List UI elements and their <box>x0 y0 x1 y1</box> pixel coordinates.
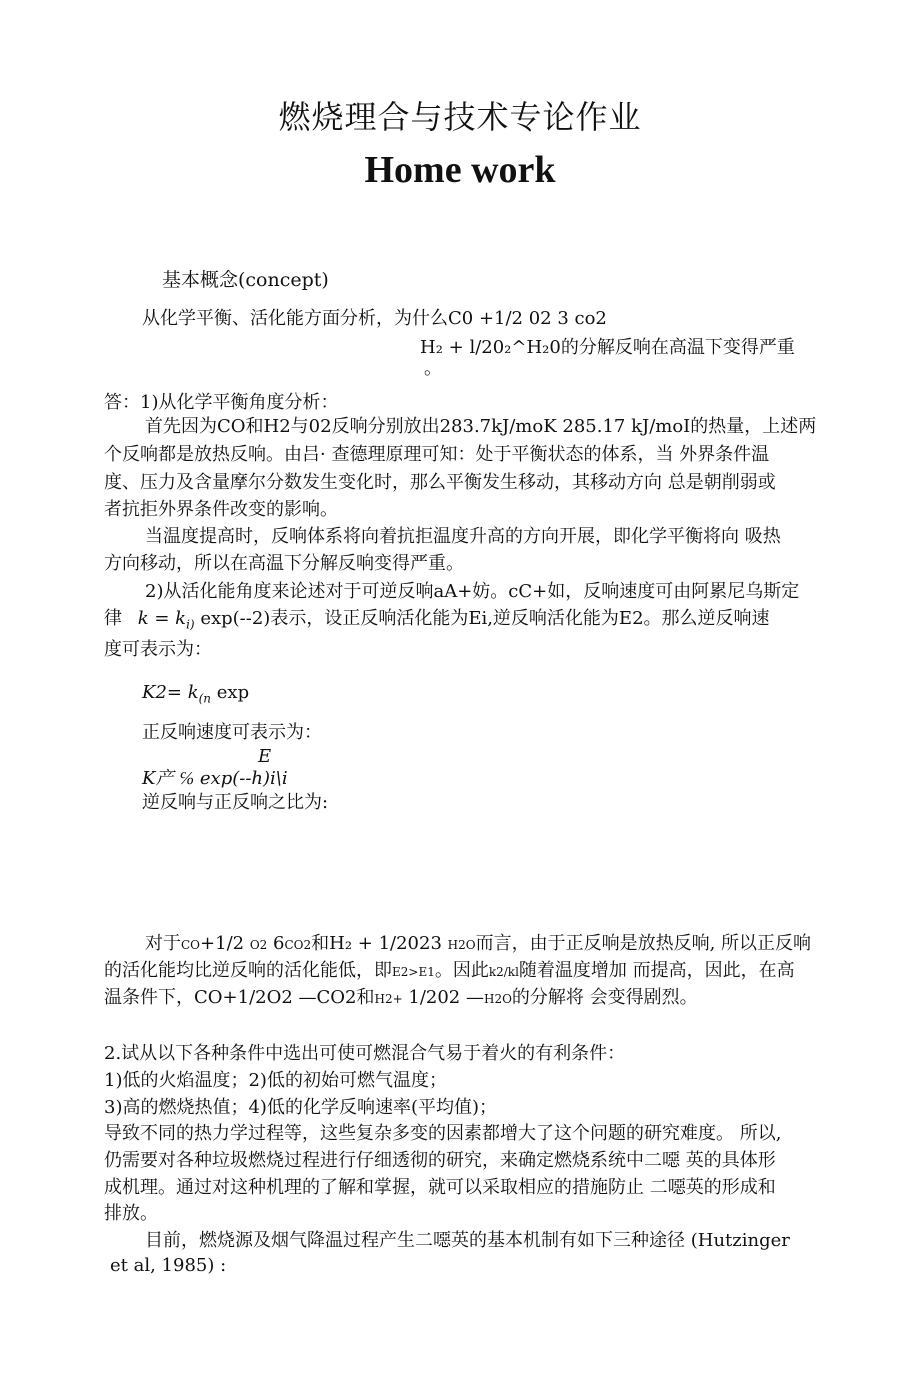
p4-l1e: 而言，由于正反响是放热反响, 所以正反响 <box>475 933 812 954</box>
answer-p3-line1: 2)从活化能角度来论述对于可逆反响aA+妨。cC+如，反响速度可由阿累尼乌斯定 <box>145 581 800 602</box>
p4-l1-s1: CO <box>181 938 201 952</box>
kp-formula-ital: i\i <box>270 768 288 789</box>
p4-l1-s4: H2O <box>447 938 476 952</box>
p4-l1a: 对于 <box>145 933 181 954</box>
continuation2-line2: et al, 1985) : <box>110 1255 227 1276</box>
p4-l3c: 的分解将 会变得剧烈。 <box>511 987 698 1008</box>
p4-l1-s3: CO2 <box>284 938 312 952</box>
continuation-line2: 仍需要对各种垃圾燃烧过程进行仔细透彻的研究，来确定燃烧系统中二噁 英的具体形 <box>104 1150 776 1171</box>
answer-p1-line3: 度、压力及含量摩尔分数发生变化时，那么平衡发生移动，其移动方向 总是朝削弱或 <box>104 472 776 493</box>
section-heading <box>162 265 329 292</box>
question2-options-3-4: 3)高的燃烧热值；4)低的化学反响速率(平均值)； <box>104 1097 497 1118</box>
p4-l2c: 随着温度增加 而提高，因此，在高 <box>518 960 795 981</box>
k2-formula-sub: (n <box>198 691 212 706</box>
section-heading-text: 基本概念(concept) <box>162 269 329 291</box>
arrhenius-formula: k = k <box>137 608 187 629</box>
p4-l1c: 6 <box>267 933 285 954</box>
forward-rate-text: 正反响速度可表示为： <box>142 722 322 743</box>
question1-line1: 从化学平衡、活化能方面分析，为什么C0 +1/2 02 3 co2 <box>142 308 607 329</box>
p4-l2b: 。因此 <box>434 960 489 981</box>
question1-line2: H₂ + l/20₂^H₂0的分解反响在高温下变得严重 <box>420 337 795 358</box>
answer-heading: 答：1)从化学平衡角度分析： <box>104 392 339 413</box>
p3-lu-text: 律 <box>104 608 122 629</box>
k2-formula-main: K2= k <box>142 682 199 703</box>
answer-p2-line1: 当温度提高时，反响体系将向着抗拒温度升高的方向开展，即化学平衡将向 吸热 <box>145 526 781 547</box>
kp-formula <box>142 766 288 792</box>
p4-l1d: 和H₂ + 1/2023 <box>311 933 448 954</box>
continuation-line3: 成机理。通过对这种机理的了解和掌握，就可以采取相应的措施防止 二噁英的形成和 <box>104 1177 776 1198</box>
answer-p1-line4: 者抗拒外界条件改变的影响。 <box>104 499 338 520</box>
p3-line2-rest: exp(--2)表示，设正反响活化能为Ei,逆反响活化能为E2。那么逆反响速 <box>194 608 770 629</box>
answer-p3-line2 <box>104 606 770 638</box>
p4-l3b: 1/202 — <box>402 987 484 1008</box>
p4-l3-s2: H2O <box>483 992 512 1006</box>
answer-p4-line1 <box>145 931 811 958</box>
ratio-text: 逆反响与正反响之比为: <box>142 792 329 813</box>
p4-l1-s2: O2 <box>249 938 268 952</box>
p4-l3a: 温条件下，CO+1/2O2 —CO2和 <box>104 987 375 1008</box>
answer-p4-line2 <box>104 958 795 985</box>
p4-l2-s2: k2/kl <box>488 965 519 979</box>
p4-l2-s1: E2>E1 <box>392 965 435 979</box>
answer-p1-line1: 首先因为CO和H2与02反响分别放出283.7kJ/moK 285.17 kJ/moI的热量，上述两 <box>145 416 817 437</box>
answer-p3-line3: 度可表示为： <box>104 639 212 660</box>
question1-line3: 。 <box>424 358 442 379</box>
continuation-line1: 导致不同的热力学过程等，这些复杂多变的因素都增大了这个问题的研究难度。 所以, <box>104 1123 782 1144</box>
e-label: E <box>258 746 272 767</box>
p4-l1b: +1/2 <box>200 933 250 954</box>
answer-p4-line3 <box>104 985 698 1012</box>
question2-heading: 2.试从以下各种条件中选出可使可燃混合气易于着火的有利条件： <box>104 1043 626 1064</box>
k2-formula-exp: exp <box>211 682 250 703</box>
p4-l2a: 的活化能均比逆反响的活化能低，即 <box>104 960 392 981</box>
p4-l3-s1: H2+ <box>374 992 403 1006</box>
continuation-line4: 排放。 <box>104 1203 158 1224</box>
question2-options-1-2: 1)低的火焰温度；2)低的初始可燃气温度； <box>104 1070 447 1091</box>
continuation2-line1: 目前，燃烧源及烟气降温过程产生二噁英的基本机制有如下三种途径 (Hutzinger <box>145 1230 790 1251</box>
kp-formula-main: K产 ℅ exp(--h) <box>142 768 271 789</box>
k2-formula <box>142 680 249 712</box>
answer-p1-line2: 个反响都是放热反响。由吕· 查德理原理可知：处于平衡状态的体系，当 外界条件温 <box>104 444 770 465</box>
title-chinese: 燃烧理合与技术专论作业 <box>278 98 642 136</box>
arrhenius-subscript: i) <box>186 617 195 632</box>
answer-p2-line2: 方向移动，所以在高温下分解反响变得严重。 <box>104 553 464 574</box>
title-english: Home work <box>364 149 556 191</box>
